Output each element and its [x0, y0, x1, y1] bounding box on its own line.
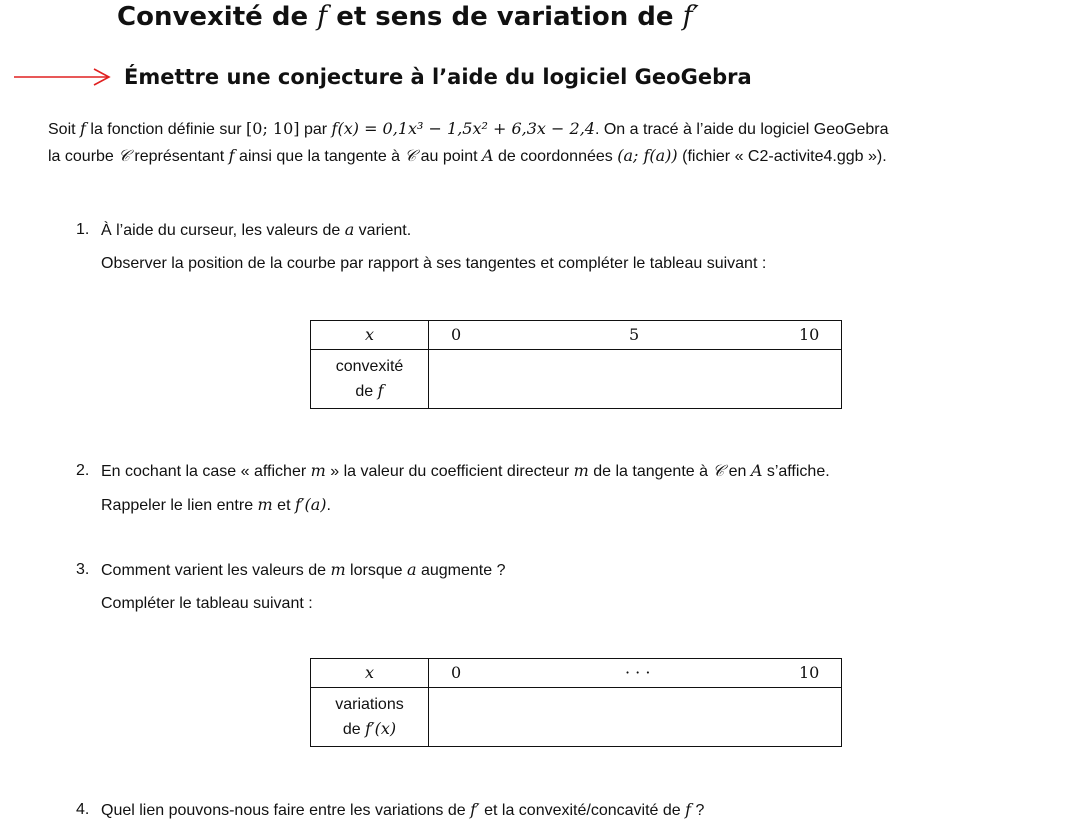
- x-value-10: 10: [799, 663, 820, 682]
- page-title: [117, 2, 699, 32]
- red-arrow-icon: [14, 67, 114, 87]
- question-number: 2.: [76, 462, 90, 479]
- x-value-0: 0: [451, 325, 462, 344]
- title-math-f: f: [317, 1, 328, 32]
- x-value-10: 10: [799, 325, 820, 344]
- convexity-table: [310, 320, 842, 409]
- math-f: f: [228, 146, 235, 165]
- math-interval: [0; 10]: [246, 119, 300, 138]
- math-curve-c: 𝒞: [404, 146, 417, 165]
- intro-line-1: Soit f la fonction définie sur [0; 10] par f(x) = 0,1x³ − 1,5x² + 6,3x − 2,4. On a tracé à l’aide du logiciel GeoGebra: [48, 119, 889, 138]
- title-math-fprime: f′: [682, 1, 699, 32]
- math-curve-c: 𝒞: [118, 146, 130, 165]
- question-number: 4.: [76, 801, 90, 818]
- table-row-label: convexité de f: [311, 350, 429, 409]
- question-text: Quel lien pouvons-nous faire entre les variations de f′ et la convexité/concavité de f ?: [101, 800, 705, 819]
- question-text: En cochant la case « afficher m » la valeur du coefficient directeur m de la tangente à 𝒞 en A s’affiche.: [101, 461, 830, 480]
- x-value-0: 0: [451, 663, 462, 682]
- math-coordinates: (a; f(a)): [617, 146, 678, 165]
- question-instruction: Compléter le tableau suivant :: [101, 595, 313, 612]
- table-x-values: [429, 321, 842, 350]
- question-instruction: Observer la position de la courbe par rapport à ses tangentes et compléter le tableau suivant :: [101, 255, 767, 272]
- section-subtitle: Émettre une conjecture à l’aide du logiciel GeoGebra: [124, 65, 752, 89]
- x-value-ellipsis: · · ·: [625, 663, 651, 682]
- math-f: f: [80, 119, 86, 138]
- table-header-x: x: [311, 321, 429, 350]
- title-text: et sens de variation de: [327, 2, 683, 32]
- math-a: a: [344, 220, 355, 239]
- variations-answer-cell[interactable]: [429, 688, 842, 747]
- intro-line-2: la courbe 𝒞 représentant f ainsi que la tangente à 𝒞 au point A de coordonnées (a; f(a)) (fichier « C2-activite4.ggb »).: [48, 146, 887, 165]
- question-number: 1.: [76, 221, 90, 238]
- table-header-x: x: [311, 659, 429, 688]
- question-number: 3.: [76, 561, 90, 578]
- table-x-values: [429, 659, 842, 688]
- question-text: À l’aide du curseur, les valeurs de a varient.: [101, 220, 412, 239]
- variations-table: [310, 658, 842, 747]
- question-instruction: Rappeler le lien entre m et f′(a).: [101, 495, 331, 514]
- x-value-5: 5: [629, 325, 640, 344]
- table-row-label: variations de f′(x): [311, 688, 429, 747]
- title-text: Convexité de: [117, 2, 318, 32]
- convexity-answer-cell[interactable]: [429, 350, 842, 409]
- intro-paragraph: [48, 116, 1068, 170]
- question-text: Comment varient les valeurs de m lorsque a augmente ?: [101, 560, 506, 579]
- math-formula: f(x) = 0,1x³ − 1,5x² + 6,3x − 2,4: [331, 119, 595, 138]
- math-point-a: A: [482, 146, 494, 165]
